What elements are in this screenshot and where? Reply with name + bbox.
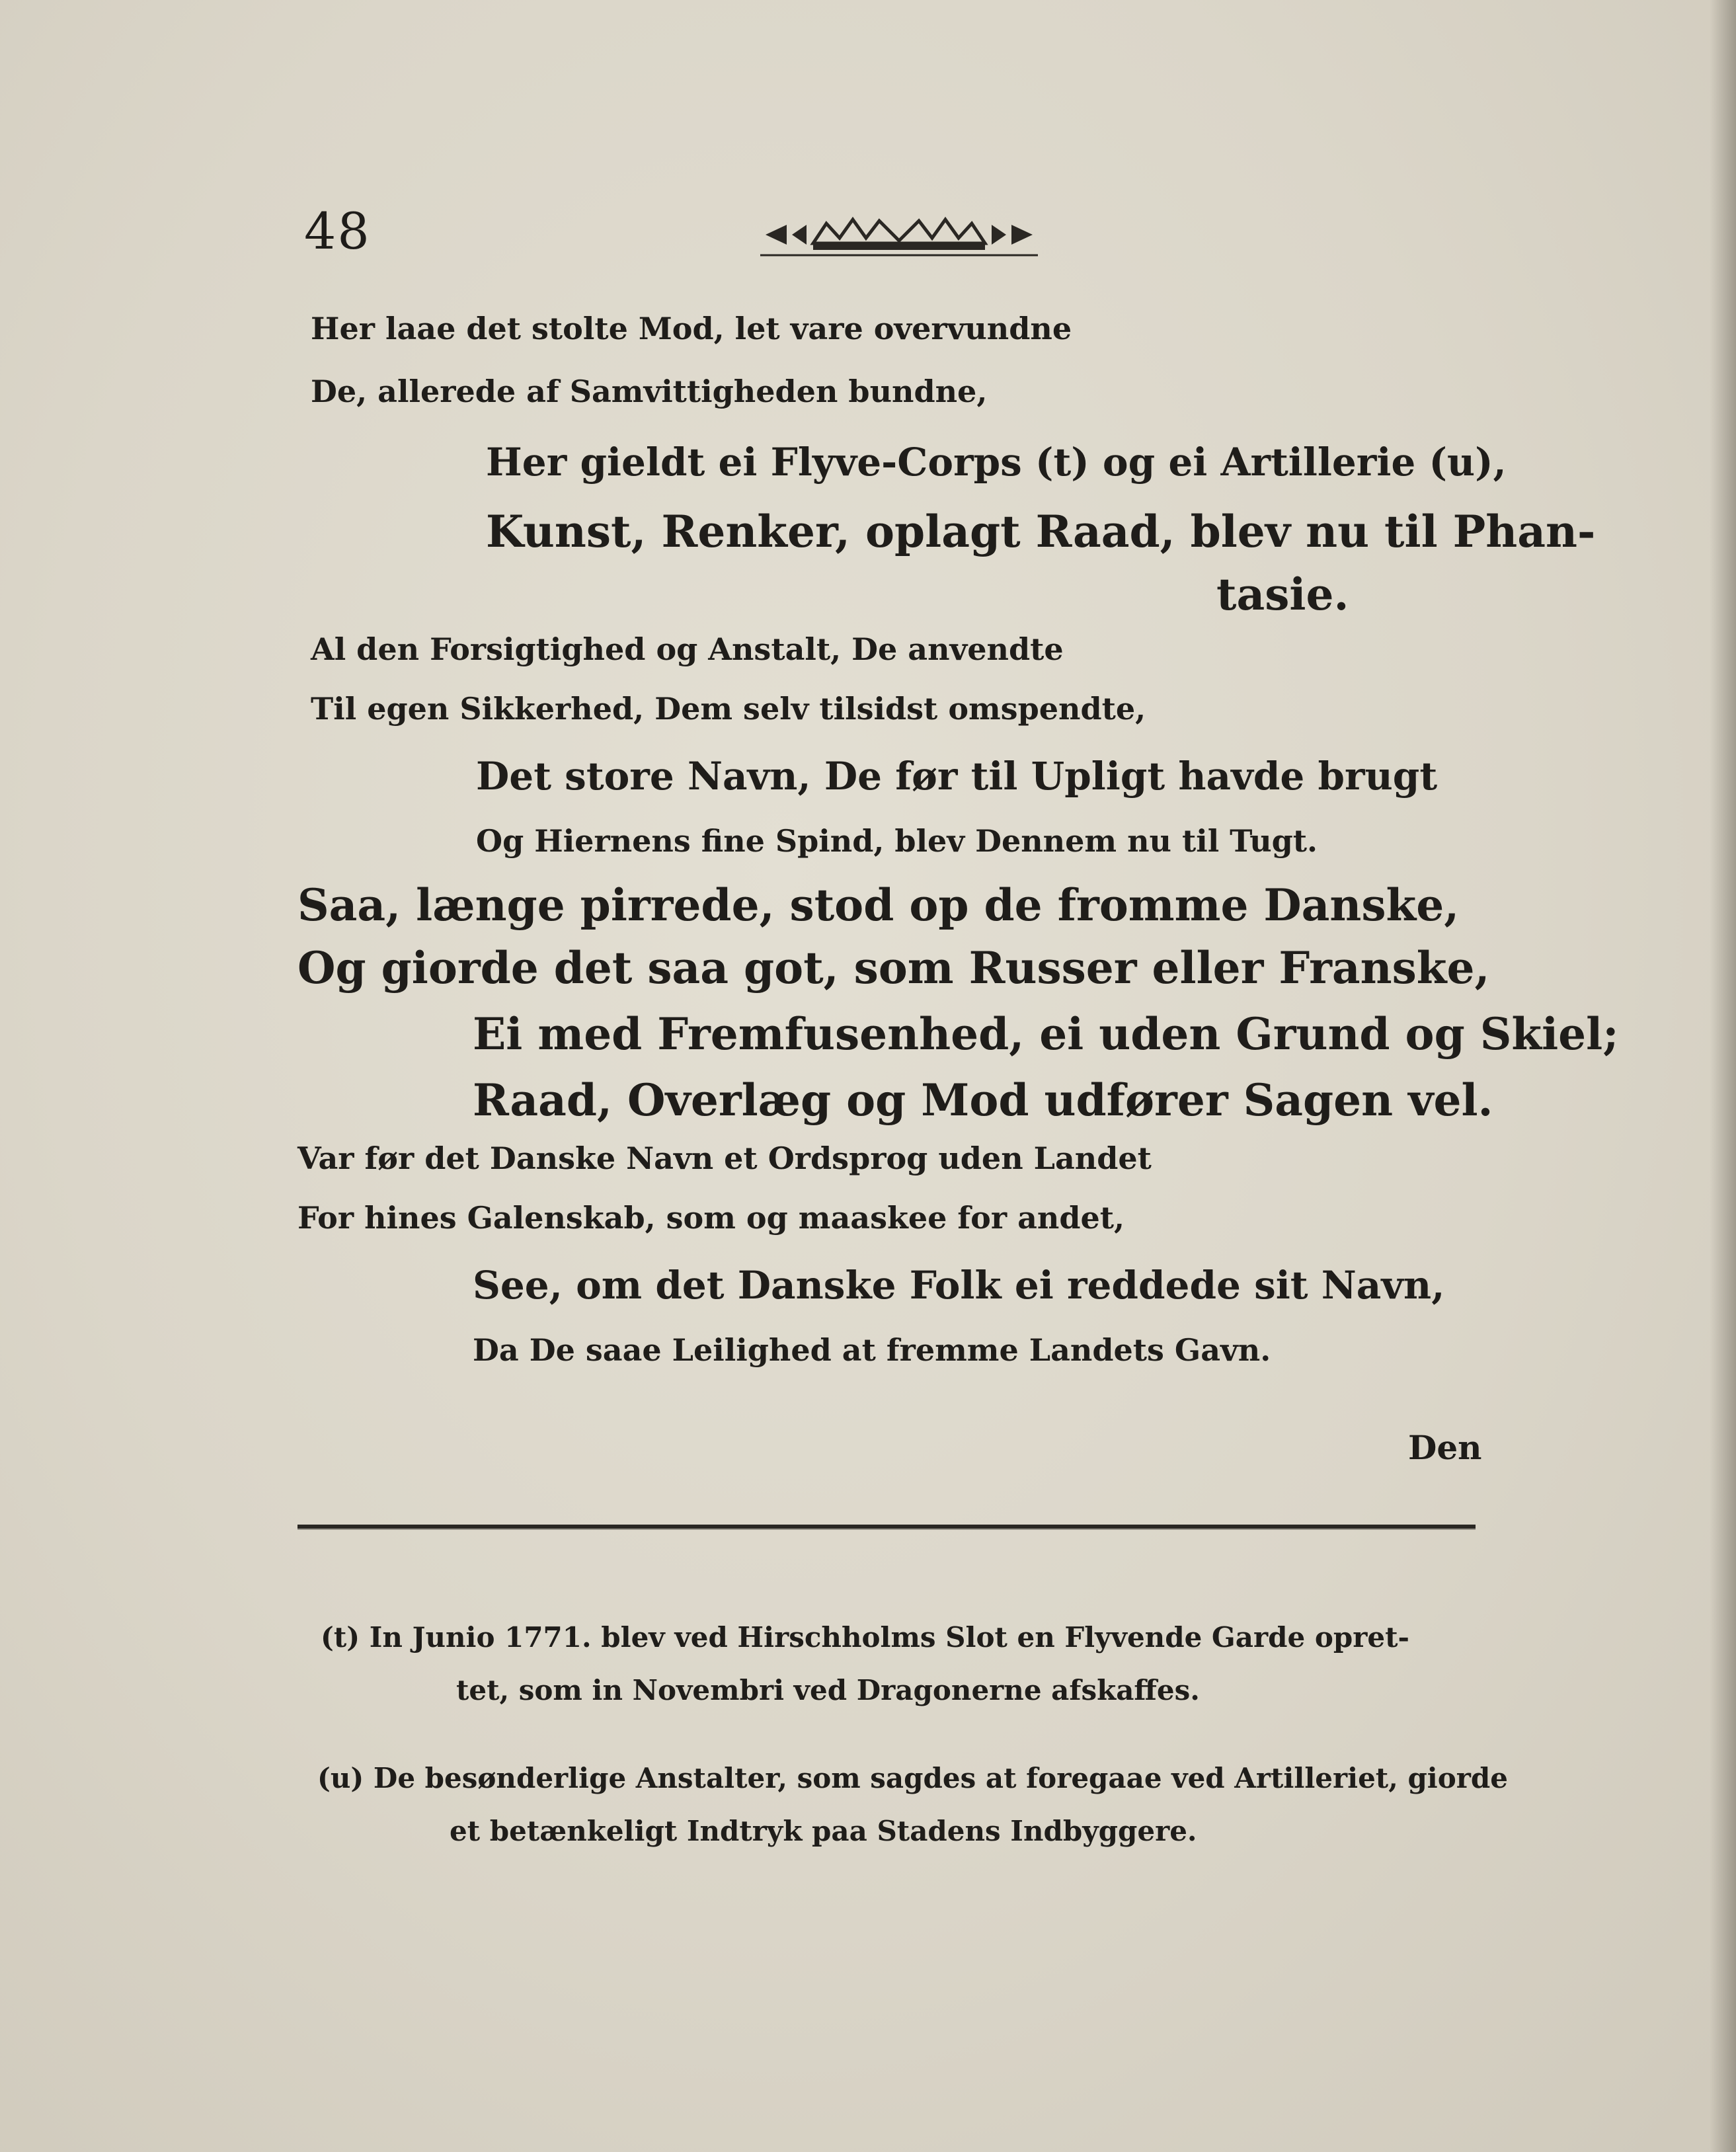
verse-line: Kunst, Renker, oplagt Raad, blev nu til Phan- bbox=[486, 506, 1596, 557]
verse-line: Her laae det stolte Mod, let vare overvundne bbox=[311, 311, 1072, 346]
verse-line: Her gieldt ei Flyve-Corps (t) og ei Artillerie (u), bbox=[486, 440, 1507, 485]
footnote-t-line: tet, som in Novembri ved Dragonerne afskaffes. bbox=[456, 1674, 1200, 1706]
verse-line: Da De saae Leilighed at fremme Landets Gavn. bbox=[473, 1332, 1271, 1368]
verse-line: Var før det Danske Navn et Ordsprog uden Landet bbox=[297, 1140, 1152, 1176]
verse-line: De, allerede af Samvittigheden bundne, bbox=[311, 374, 988, 409]
catchword: Den bbox=[1408, 1428, 1482, 1467]
page-number: 48 bbox=[304, 202, 371, 260]
verse-line: tasie. bbox=[1216, 569, 1349, 620]
verse-line: Til egen Sikkerhed, Dem selv tilsidst omspendte, bbox=[311, 691, 1146, 727]
footnote-u-line: (u) De besønderlige Anstalter, som sagdes at foregaae ved Artilleriet, giorde bbox=[317, 1762, 1508, 1794]
verse-line: Og giorde det saa got, som Russer eller Franske, bbox=[297, 942, 1490, 994]
verse-line: Og Hiernens fine Spind, blev Dennem nu til Tugt. bbox=[476, 823, 1318, 859]
verse-line: Raad, Overlæg og Mod udfører Sagen vel. bbox=[473, 1074, 1493, 1126]
verse-line: Ei med Fremfusenhed, ei uden Grund og Skiel; bbox=[473, 1008, 1619, 1060]
verse-line: For hines Galenskab, som og maaskee for andet, bbox=[297, 1200, 1125, 1236]
footnote-t-line: (t) In Junio 1771. blev ved Hirschholms Slot en Flyvende Garde opret- bbox=[321, 1621, 1409, 1654]
verse-line: Saa, længe pirrede, stod op de fromme Danske, bbox=[297, 879, 1460, 931]
verse-line: See, om det Danske Folk ei reddede sit Navn, bbox=[473, 1263, 1445, 1308]
footnote-u-line: et betænkeligt Indtryk paa Stadens Indbyggere. bbox=[450, 1815, 1197, 1847]
verse-line: Al den Forsigtighed og Anstalt, De anvendte bbox=[311, 631, 1064, 667]
footnote-rule bbox=[297, 1525, 1476, 1529]
verse-line: Det store Navn, De før til Upligt havde brugt bbox=[476, 754, 1438, 799]
